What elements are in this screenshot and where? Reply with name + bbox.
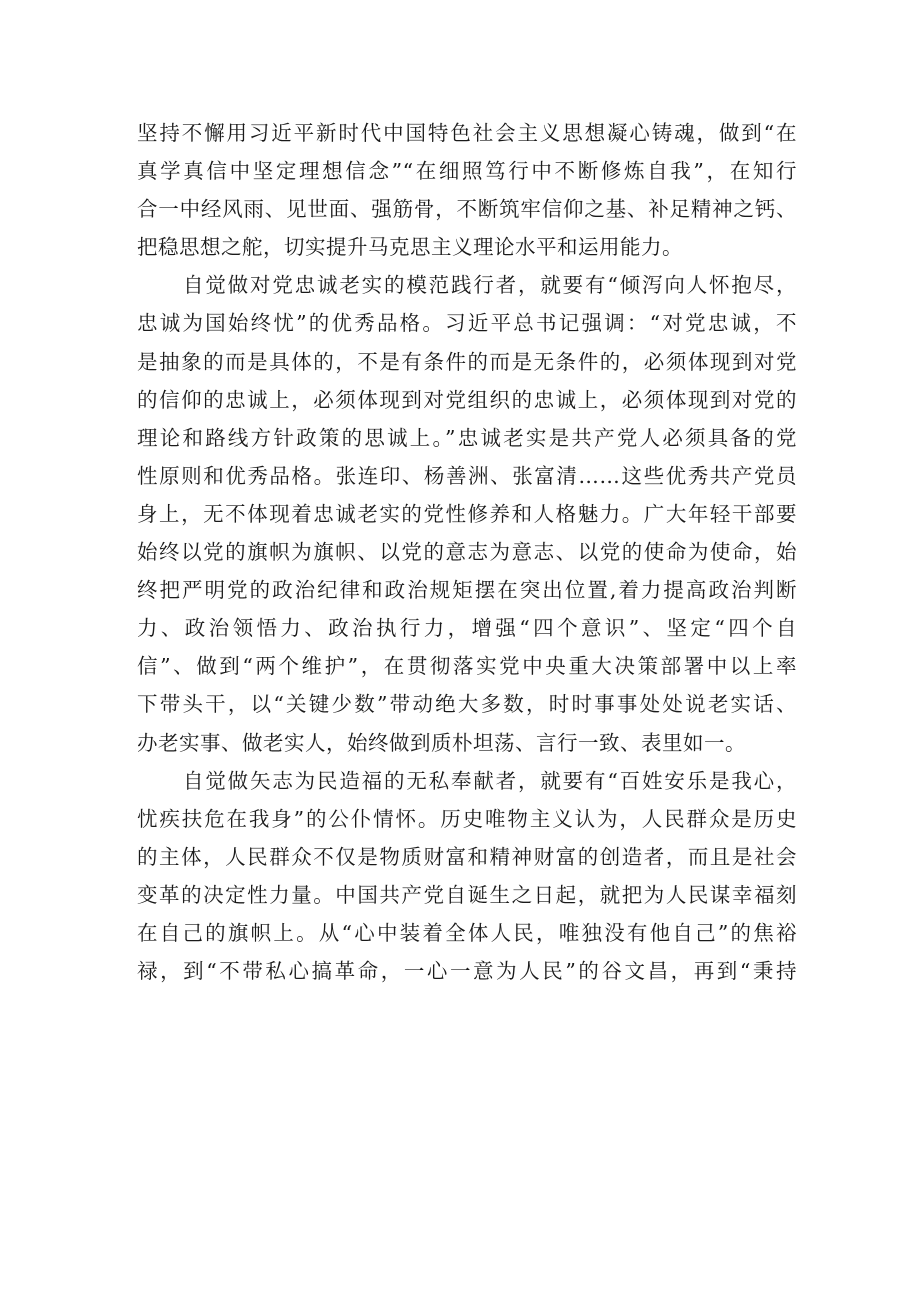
text-line: 禄，到“不带私心搞革命，一心一意为人民”的谷文昌，再到“秉持: [137, 959, 797, 984]
paragraph-2: [137, 266, 797, 761]
text-line: 身上，无不体现着忠诚老实的党性修养和人格魅力。广大年轻干部要: [137, 501, 797, 526]
text-line: 信”、做到“两个维护”，在贯彻落实党中央重大决策部署中以上率: [137, 654, 797, 679]
text-line: 下带头干，以“关键少数”带动绝大多数，时时事事处处说老实话、: [137, 692, 797, 717]
text-line: 忧疾扶危在我身”的公仆情怀。历史唯物主义认为，人民群众是历史: [137, 806, 797, 831]
document-body: [137, 114, 797, 990]
text-line: 性原则和优秀品格。张连印、杨善洲、张富清……这些优秀共产党员: [137, 463, 797, 488]
text-line: 的信仰的忠诚上，必须体现到对党组织的忠诚上，必须体现到对党的: [137, 387, 797, 412]
text-line: 忠诚为国始终忧”的优秀品格。习近平总书记强调：“对党忠诚，不: [137, 311, 797, 336]
text-line: 把稳思想之舵，切实提升马克思主义理论水平和运用能力。: [137, 235, 683, 260]
paragraph-1: [137, 114, 797, 266]
paragraph-3: [137, 762, 797, 991]
text-line: 自觉做对党忠诚老实的模范践行者，就要有“倾泻向人怀抱尽，: [183, 273, 797, 298]
text-line: 合一中经风雨、见世面、强筋骨，不断筑牢信仰之基、补足精神之钙、: [137, 197, 797, 222]
text-line: 始终以党的旗帜为旗帜、以党的意志为意志、以党的使命为使命，始: [137, 540, 797, 565]
text-line: 在自己的旗帜上。从“心中装着全体人民，唯独没有他自己”的焦裕: [137, 920, 797, 945]
text-line: 是抽象的而是具体的，不是有条件的而是无条件的，必须体现到对党: [137, 349, 797, 374]
text-line: 真学真信中坚定理想信念”“在细照笃行中不断修炼自我”，在知行: [137, 159, 797, 184]
text-line: 变革的决定性力量。中国共产党自诞生之日起，就把为人民谋幸福刻: [137, 882, 797, 907]
text-line: 理论和路线方针政策的思诚上。”忠诚老实是共产党人必须具备的党: [137, 425, 797, 450]
text-line: 自觉做矢志为民造福的无私奉献者，就要有“百姓安乐是我心，: [183, 768, 797, 793]
text-line: 力、政治领悟力、政治执行力，增强“四个意识”、坚定“四个自: [137, 616, 797, 641]
text-line: 坚持不懈用习近平新时代中国特色社会主义思想凝心铸魂，做到“在: [137, 121, 797, 145]
text-line: 办老实事、做老实人，始终做到质朴坦荡、言行一致、表里如一。: [137, 730, 746, 755]
text-line: 的主体，人民群众不仅是物质财富和精神财富的创造者，而且是社会: [137, 844, 797, 869]
text-line: 终把严明党的政治纪律和政治规矩摆在突出位置,着力提高政治判断: [137, 578, 797, 603]
